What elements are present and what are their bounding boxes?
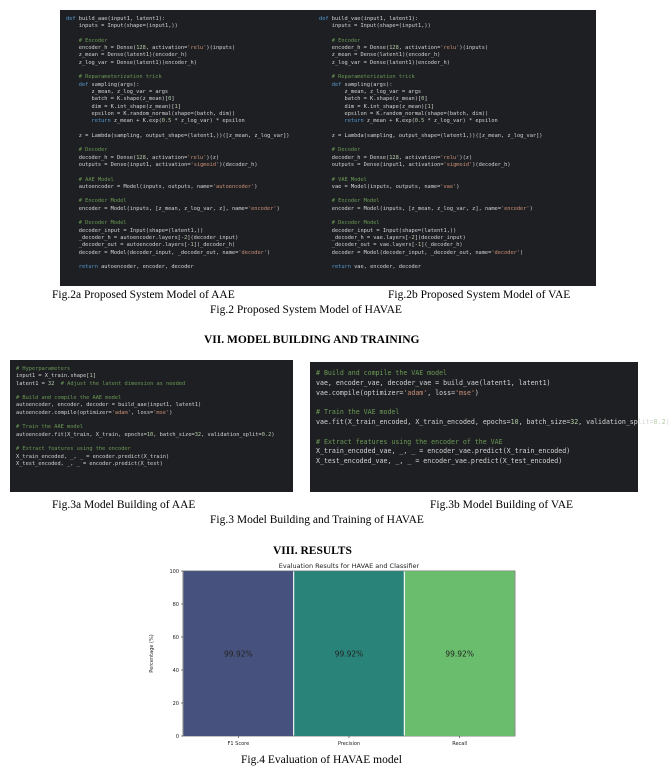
chart-x-tick-label: F1 Score [227, 741, 250, 747]
fig2a-code-line [66, 213, 337, 220]
fig2a-code-line: _decoder_h = autoencoder.layers[-2](decoder_input) [78, 234, 239, 241]
fig2b-code-screenshot [313, 10, 596, 286]
fig2a-code-line [66, 125, 337, 132]
chart-y-tick-label: 100 [169, 569, 179, 575]
fig2a-code-line: def sampling(args): [78, 81, 140, 88]
fig2a-code-line [66, 67, 337, 74]
fig2a-code-line: # Reparameterization trick [78, 74, 162, 81]
fig2b-code-line: def sampling(args): [331, 81, 393, 88]
fig2b-code-line [319, 125, 590, 132]
fig3b-code-screenshot [310, 362, 670, 492]
fig2b-code-line [319, 67, 590, 74]
fig2-caption: Fig.2 Proposed System Model of HAVAE [210, 304, 402, 316]
fig3b-code-line: vae, encoder_vae, decoder_vae = build_vae(latent1, latent1) [316, 378, 551, 387]
fig2a-code-line: # Decoder [78, 147, 108, 154]
fig2b-code-line: epsilon = K.random_normal(shape=(batch, dim)) [344, 110, 489, 117]
fig3a-code-line: # Extract features using the encoder [16, 446, 131, 453]
fig2b-code-line: _decoder_out = vae.layers[-1](_decoder_h) [331, 242, 463, 249]
fig2b-code-line: z_log_var = Dense(latent1)(encoder_h) [331, 59, 450, 66]
fig2b-code-line: def build_vae(input1, latent1): [319, 16, 419, 22]
fig2b-code-line [319, 213, 590, 220]
fig2b-code-line: decoder = Model(decoder_input, _decoder_out, name='decoder') [331, 249, 524, 256]
fig3a-code-line: # Build and compile the AAE model [16, 395, 122, 402]
fig2b-code-line: z = Lambda(sampling, output_shape=(latent1,))([z_mean, z_log_var]) [331, 132, 543, 139]
fig3a-code-line: # Train the AAE model [16, 424, 83, 431]
fig3b-code-line: vae.fit(X_train_encoded, X_train_encoded, epochs=10, batch_size=32, validation_split=0.2) [316, 417, 670, 426]
fig3b-code-line [316, 428, 632, 438]
fig2a-code-line: # Encoder [78, 37, 108, 44]
fig2b-code-line: decoder_h = Dense(128, activation='relu')(z) [331, 154, 473, 161]
fig2b-code-line: # VAE Model [331, 176, 367, 183]
fig3a-code-line: # Hyperparameters [16, 366, 71, 372]
fig2a-code-line [66, 31, 337, 38]
fig2a-code-line: _decoder_out = autoencoder.layers[-1](_decoder_h) [78, 242, 236, 249]
fig2a-code-line: return z_mean + K.exp(0.5 * z_log_var) * epsilon [91, 118, 245, 125]
fig2a-code-line: # Encoder Model [78, 198, 127, 205]
chart-y-axis-label: Percentage (%) [149, 634, 155, 673]
fig2b-code-line: return z_mean + K.exp(0.5 * z_log_var) * epsilon [344, 118, 498, 125]
fig2a-code-line: epsilon = K.random_normal(shape=(batch, dim)) [91, 110, 236, 117]
fig2a-code-line: z_mean = Dense(latent1)(encoder_h) [78, 52, 188, 59]
chart-bar-label: 99.92% [445, 649, 474, 659]
fig2b-code-line [319, 140, 590, 147]
fig2b-code-line: inputs = Input(shape=(input1,)) [331, 23, 431, 30]
fig2a-code-line: encoder_h = Dense(128, activation='relu')(inputs) [78, 45, 236, 52]
fig2b-code-line: _decoder_h = vae.layers[-2](decoder_input) [331, 234, 466, 241]
fig2a-code-line [66, 191, 337, 198]
fig2b-code-line: outputs = Dense(input1, activation='sigmoid')(decoder_h) [331, 161, 511, 168]
fig2a-code-line: decoder = Model(decoder_input, _decoder_out, name='decoder') [78, 249, 271, 256]
chart-y-tick-label: 80 [172, 602, 179, 608]
chart-y-tick-label: 60 [172, 635, 179, 641]
fig2a-code-line: z_mean, z_log_var = args [91, 88, 169, 95]
fig3b-code-line: # Extract features using the encoder of the VAE [316, 437, 503, 446]
fig2a-code-line: def build_aae(input1, latent1): [66, 16, 166, 22]
fig3a-caption: Fig.3a Model Building of AAE [52, 499, 196, 511]
fig2a-code-line: z = Lambda(sampling, output_shape=(latent1,))([z_mean, z_log_var]) [78, 132, 290, 139]
fig4-caption: Fig.4 Evaluation of HAVAE model [241, 754, 402, 766]
fig2b-code-line: encoder = Model(inputs, [z_mean, z_log_var, z], name='encoder') [331, 205, 533, 212]
fig3a-code-line: X_train_encoded, _, _ = encoder.predict(X_train) [16, 453, 170, 460]
fig2b-code-line: # Reparameterization trick [331, 74, 415, 81]
fig2a-code-line: dim = K.int_shape(z_mean)[1] [91, 103, 181, 110]
fig2b-code-line: return vae, encoder, decoder [331, 264, 422, 271]
chart-bar-label: 99.92% [334, 649, 364, 659]
fig2b-code-line [319, 31, 590, 38]
fig2a-code-line: # AAE Model [78, 176, 114, 183]
fig3b-code-line: # Build and compile the VAE model [316, 369, 448, 377]
fig2b-code-line: z_mean = Dense(latent1)(encoder_h) [331, 52, 441, 59]
fig3a-code-line [16, 388, 287, 395]
fig3b-code-line: vae.compile(optimizer='adam', loss='mse') [316, 388, 479, 397]
fig2a-code-line: decoder_h = Dense(128, activation='relu')(z) [78, 154, 220, 161]
fig3a-code-line: autoencoder.compile(optimizer='adam', loss='mse') [16, 409, 173, 416]
fig3a-code-line: autoencoder, encoder, decoder = build_aae(input1, latent1) [16, 402, 202, 409]
fig2a-code-line [66, 257, 337, 264]
fig2b-code-line [319, 257, 590, 264]
fig3a-code-line: X_test_encoded, _, _ = encoder.predict(X_test) [16, 460, 163, 467]
fig2a-code-line: autoencoder = Model(inputs, outputs, name='autoencoder') [78, 183, 258, 190]
chart-y-tick-label: 40 [172, 668, 179, 674]
fig3-caption: Fig.3 Model Building and Training of HAVAE [210, 514, 424, 526]
fig3a-code-line: input1 = X_train.shape[1] [16, 373, 96, 380]
fig2b-code-line: # Encoder Model [331, 198, 380, 205]
fig2a-code-line: batch = K.shape(z_mean)[0] [91, 96, 175, 103]
fig2b-code-line: # Decoder [331, 147, 361, 154]
evaluation-bar-chart [135, 560, 525, 752]
chart-y-tick-label: 20 [172, 701, 179, 707]
fig2a-code-line [66, 140, 337, 147]
chart-x-tick-label: Precision [337, 741, 361, 747]
fig2a-code-line: return autoencoder, encoder, decoder [78, 264, 194, 271]
fig3b-caption: Fig.3b Model Building of VAE [430, 499, 574, 511]
fig2a-caption: Fig.2a Proposed System Model of AAE [52, 289, 235, 301]
fig2b-caption: Fig.2b Proposed System Model of VAE [388, 289, 571, 301]
fig2a-code-line: z_log_var = Dense(latent1)(encoder_h) [78, 59, 197, 66]
fig2a-code-line [66, 169, 337, 176]
fig2b-code-line [319, 191, 590, 198]
section7-heading: VII. MODEL BUILDING AND TRAINING [204, 334, 420, 346]
chart-y-tick-label: 0 [175, 734, 179, 740]
fig2a-code-screenshot [60, 10, 343, 286]
chart-bar-label: 99.92% [224, 649, 253, 659]
fig3b-code-line: X_train_encoded_vae, _, _ = encoder_vae.predict(X_train_encoded) [316, 447, 571, 456]
section8-heading: VIII. RESULTS [273, 545, 352, 557]
fig2b-code-line: z_mean, z_log_var = args [344, 88, 422, 95]
fig2a-code-line: decoder_input = Input(shape=(latent1,)) [78, 227, 204, 234]
fig3a-code-line: latent1 = 32 # Adjust the latent dimension as needed [16, 380, 186, 387]
fig2b-code-line: # Decoder Model [331, 220, 380, 227]
fig2b-code-line: dim = K.int_shape(z_mean)[1] [344, 103, 434, 110]
fig3a-code-line [16, 417, 287, 424]
fig2a-code-line: # Decoder Model [78, 220, 127, 227]
fig3b-code-line: # Train the VAE model [316, 408, 400, 417]
fig2b-code-line: encoder_h = Dense(128, activation='relu')(inputs) [331, 45, 489, 52]
fig3b-code-line: X_test_encoded_vae, _, _ = encoder_vae.predict(X_test_encoded) [316, 457, 563, 466]
fig2b-code-line: # Encoder [331, 37, 361, 44]
fig2b-code-line: batch = K.shape(z_mean)[0] [344, 96, 428, 103]
chart-x-tick-label: Recall [452, 741, 468, 747]
fig3b-code-line [316, 398, 632, 408]
fig2b-code-line: decoder_input = Input(shape=(latent1,)) [331, 227, 457, 234]
fig2a-code-line: inputs = Input(shape=(input1,)) [78, 23, 178, 30]
fig3a-code-screenshot [10, 360, 293, 492]
fig2b-code-line: vae = Model(inputs, outputs, name='vae') [331, 183, 460, 190]
chart-title: Evaluation Results for HAVAE and Classifier [278, 562, 420, 570]
fig2a-code-line: outputs = Dense(input1, activation='sigmoid')(decoder_h) [78, 161, 258, 168]
fig2b-code-line [319, 169, 590, 176]
fig2a-code-line: encoder = Model(inputs, [z_mean, z_log_var, z], name='encoder') [78, 205, 280, 212]
fig3a-code-line [16, 439, 287, 446]
fig3a-code-line: autoencoder.fit(X_train, X_train, epochs=10, batch_size=32, validation_split=0.2) [16, 431, 275, 438]
